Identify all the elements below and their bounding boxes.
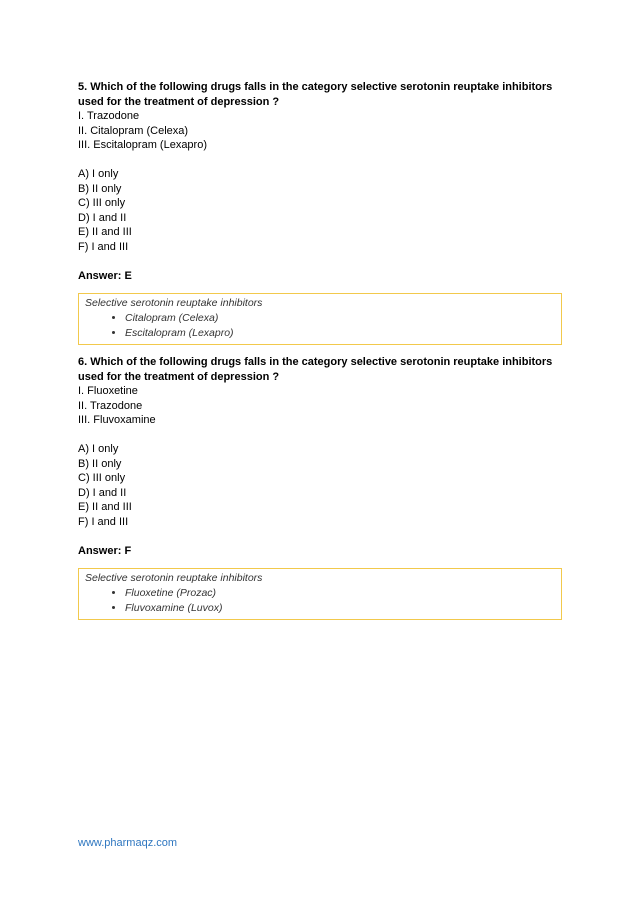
explanation-item: • Escitalopram (Lexapro) [125, 326, 555, 341]
option: C) III only [78, 472, 126, 484]
question-title: 6. Which of the following drugs falls in the category selective serotonin reuptake inhibitors used for the treatment of depression ? [78, 356, 553, 383]
option: D) I and II [78, 486, 127, 499]
spacer [78, 428, 562, 443]
footer-link[interactable]: www.pharmaqz.com [78, 837, 178, 849]
option: C) III only [78, 197, 126, 209]
statement: I. Trazodone [78, 110, 140, 122]
question-6 [78, 355, 562, 620]
explanation-list [85, 586, 555, 616]
statement: I. Fluoxetine [78, 385, 138, 397]
option: B) II only [78, 457, 122, 470]
explanation-heading: Selective serotonin reuptake inhibitors [85, 297, 263, 309]
statement: II. Trazodone [78, 399, 143, 412]
explanation-list [85, 311, 555, 341]
option: A) I only [78, 443, 119, 455]
explanation-box [78, 293, 562, 345]
statement: II. Citalopram (Celexa) [78, 124, 189, 137]
explanation-item: • Fluvoxamine (Luvox) [125, 601, 555, 616]
statement: III. Escitalopram (Lexapro) [78, 139, 207, 151]
explanation-item: • Citalopram (Celexa) [125, 311, 555, 326]
spacer [78, 254, 562, 269]
option: D) I and II [78, 211, 127, 224]
statement: III. Fluvoxamine [78, 414, 156, 426]
explanation-heading: Selective serotonin reuptake inhibitors [85, 572, 263, 584]
option: F) I and III [78, 240, 129, 253]
option: E) II and III [78, 501, 132, 513]
spacer [78, 153, 562, 168]
answer-label: Answer: E [78, 269, 132, 282]
document-page [78, 80, 562, 630]
question-5 [78, 80, 562, 345]
option: B) II only [78, 182, 122, 195]
option: F) I and III [78, 515, 129, 528]
answer-label: Answer: F [78, 544, 132, 557]
option: A) I only [78, 168, 119, 180]
spacer [78, 529, 562, 544]
explanation-box [78, 568, 562, 620]
explanation-item: • Fluoxetine (Prozac) [125, 586, 555, 601]
option: E) II and III [78, 226, 132, 238]
question-title: 5. Which of the following drugs falls in the category selective serotonin reuptake inhibitors used for the treatment of depression ? [78, 81, 553, 108]
